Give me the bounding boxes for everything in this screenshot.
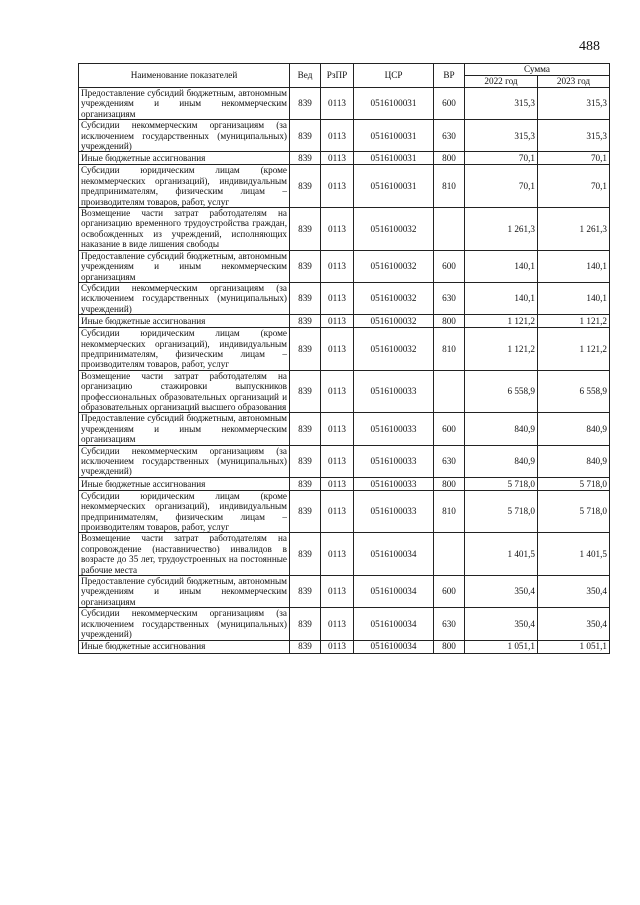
table-row bbox=[79, 640, 610, 653]
cell-rzpr: 0113 bbox=[321, 490, 354, 533]
cell-ved: 839 bbox=[290, 208, 321, 251]
cell-vr: 800 bbox=[434, 152, 465, 165]
cell-csr: 0516100031 bbox=[354, 88, 434, 120]
cell-sum-2023: 6 558,9 bbox=[538, 370, 610, 413]
cell-sum-2022: 140,1 bbox=[465, 282, 538, 314]
cell-ved: 839 bbox=[290, 490, 321, 533]
cell-sum-2023: 70,1 bbox=[538, 152, 610, 165]
cell-ved: 839 bbox=[290, 608, 321, 640]
cell-rzpr: 0113 bbox=[321, 282, 354, 314]
cell-sum-2022: 315,3 bbox=[465, 120, 538, 152]
cell-sum-2023: 140,1 bbox=[538, 282, 610, 314]
cell-sum-2022: 140,1 bbox=[465, 250, 538, 282]
cell-csr: 0516100033 bbox=[354, 477, 434, 490]
cell-csr: 0516100032 bbox=[354, 250, 434, 282]
cell-vr: 800 bbox=[434, 477, 465, 490]
table-row bbox=[79, 445, 610, 477]
table-row bbox=[79, 533, 610, 576]
table-row bbox=[79, 576, 610, 608]
table-row bbox=[79, 250, 610, 282]
cell-rzpr: 0113 bbox=[321, 88, 354, 120]
cell-vr: 810 bbox=[434, 165, 465, 208]
cell-name: Возмещение части затрат работодателям на организацию временного трудоустройства граждан, освобожденных из учреждений, исполняющих наказание в виде лишения свободы bbox=[79, 208, 290, 251]
cell-sum-2023: 350,4 bbox=[538, 576, 610, 608]
cell-sum-2023: 1 261,3 bbox=[538, 208, 610, 251]
cell-name: Субсидии юридическим лицам (кроме некоммерческих организаций), индивидуальным предпринимателям, физическим лицам – производителям товаров, работ, услуг bbox=[79, 490, 290, 533]
table-row bbox=[79, 152, 610, 165]
cell-sum-2022: 70,1 bbox=[465, 152, 538, 165]
cell-name: Предоставление субсидий бюджетным, автономным учреждениям и иным некоммерческим организациям bbox=[79, 413, 290, 445]
cell-name: Субсидии некоммерческим организациям (за исключением государственных (муниципальных) учреждений) bbox=[79, 445, 290, 477]
cell-vr: 800 bbox=[434, 315, 465, 328]
cell-ved: 839 bbox=[290, 250, 321, 282]
cell-sum-2023: 315,3 bbox=[538, 88, 610, 120]
cell-csr: 0516100032 bbox=[354, 315, 434, 328]
cell-rzpr: 0113 bbox=[321, 120, 354, 152]
cell-sum-2023: 5 718,0 bbox=[538, 490, 610, 533]
cell-csr: 0516100034 bbox=[354, 640, 434, 653]
cell-name: Возмещение части затрат работодателям на организацию стажировки выпускников профессиональных образовательных организаций и образовательных организаций высшего образования bbox=[79, 370, 290, 413]
cell-sum-2022: 5 718,0 bbox=[465, 490, 538, 533]
cell-sum-2023: 1 051,1 bbox=[538, 640, 610, 653]
cell-sum-2023: 140,1 bbox=[538, 250, 610, 282]
cell-vr: 600 bbox=[434, 88, 465, 120]
cell-vr: 600 bbox=[434, 250, 465, 282]
cell-csr: 0516100034 bbox=[354, 608, 434, 640]
cell-sum-2022: 350,4 bbox=[465, 576, 538, 608]
cell-rzpr: 0113 bbox=[321, 608, 354, 640]
cell-vr bbox=[434, 533, 465, 576]
header-year-2022: 2022 год bbox=[465, 76, 538, 88]
cell-csr: 0516100033 bbox=[354, 370, 434, 413]
budget-table bbox=[78, 63, 610, 654]
cell-sum-2023: 70,1 bbox=[538, 165, 610, 208]
cell-vr: 600 bbox=[434, 576, 465, 608]
cell-rzpr: 0113 bbox=[321, 533, 354, 576]
cell-rzpr: 0113 bbox=[321, 315, 354, 328]
table-row bbox=[79, 165, 610, 208]
cell-rzpr: 0113 bbox=[321, 640, 354, 653]
cell-sum-2023: 5 718,0 bbox=[538, 477, 610, 490]
cell-rzpr: 0113 bbox=[321, 576, 354, 608]
cell-sum-2022: 1 121,2 bbox=[465, 315, 538, 328]
cell-name: Предоставление субсидий бюджетным, автономным учреждениям и иным некоммерческим организациям bbox=[79, 250, 290, 282]
cell-name: Субсидии некоммерческим организациям (за исключением государственных (муниципальных) учреждений) bbox=[79, 608, 290, 640]
cell-ved: 839 bbox=[290, 282, 321, 314]
cell-rzpr: 0113 bbox=[321, 445, 354, 477]
cell-name: Субсидии некоммерческим организациям (за исключением государственных (муниципальных) учреждений) bbox=[79, 282, 290, 314]
cell-sum-2023: 350,4 bbox=[538, 608, 610, 640]
header-csr: ЦСР bbox=[354, 64, 434, 88]
table-row bbox=[79, 370, 610, 413]
cell-rzpr: 0113 bbox=[321, 208, 354, 251]
cell-name: Субсидии юридическим лицам (кроме некоммерческих организаций), индивидуальным предпринимателям, физическим лицам – производителям товаров, работ, услуг bbox=[79, 165, 290, 208]
table-row bbox=[79, 490, 610, 533]
cell-rzpr: 0113 bbox=[321, 250, 354, 282]
cell-sum-2022: 840,9 bbox=[465, 413, 538, 445]
cell-ved: 839 bbox=[290, 165, 321, 208]
cell-rzpr: 0113 bbox=[321, 370, 354, 413]
cell-sum-2023: 1 121,2 bbox=[538, 315, 610, 328]
cell-ved: 839 bbox=[290, 640, 321, 653]
cell-sum-2022: 315,3 bbox=[465, 88, 538, 120]
cell-ved: 839 bbox=[290, 445, 321, 477]
cell-sum-2023: 840,9 bbox=[538, 445, 610, 477]
cell-name: Предоставление субсидий бюджетным, автономным учреждениям и иным некоммерческим организациям bbox=[79, 576, 290, 608]
cell-csr: 0516100031 bbox=[354, 152, 434, 165]
cell-sum-2022: 5 718,0 bbox=[465, 477, 538, 490]
cell-ved: 839 bbox=[290, 120, 321, 152]
cell-csr: 0516100032 bbox=[354, 208, 434, 251]
cell-sum-2022: 1 401,5 bbox=[465, 533, 538, 576]
cell-vr: 600 bbox=[434, 413, 465, 445]
cell-csr: 0516100034 bbox=[354, 576, 434, 608]
cell-rzpr: 0113 bbox=[321, 152, 354, 165]
table-row bbox=[79, 315, 610, 328]
cell-sum-2022: 1 121,2 bbox=[465, 328, 538, 371]
header-sum: Сумма bbox=[465, 64, 610, 76]
cell-vr: 630 bbox=[434, 608, 465, 640]
cell-ved: 839 bbox=[290, 88, 321, 120]
cell-vr: 810 bbox=[434, 328, 465, 371]
cell-sum-2022: 70,1 bbox=[465, 165, 538, 208]
table-row bbox=[79, 477, 610, 490]
cell-sum-2022: 6 558,9 bbox=[465, 370, 538, 413]
cell-csr: 0516100033 bbox=[354, 445, 434, 477]
cell-name: Иные бюджетные ассигнования bbox=[79, 640, 290, 653]
cell-name: Субсидии юридическим лицам (кроме некоммерческих организаций), индивидуальным предпринимателям, физическим лицам – производителям товаров, работ, услуг bbox=[79, 328, 290, 371]
cell-name: Субсидии некоммерческим организациям (за исключением государственных (муниципальных) учреждений) bbox=[79, 120, 290, 152]
cell-name: Иные бюджетные ассигнования bbox=[79, 152, 290, 165]
cell-sum-2022: 350,4 bbox=[465, 608, 538, 640]
table-row bbox=[79, 88, 610, 120]
header-vr: ВР bbox=[434, 64, 465, 88]
cell-sum-2023: 315,3 bbox=[538, 120, 610, 152]
cell-sum-2023: 840,9 bbox=[538, 413, 610, 445]
cell-vr: 630 bbox=[434, 282, 465, 314]
cell-vr: 810 bbox=[434, 490, 465, 533]
cell-sum-2023: 1 121,2 bbox=[538, 328, 610, 371]
cell-csr: 0516100034 bbox=[354, 533, 434, 576]
cell-ved: 839 bbox=[290, 370, 321, 413]
header-rzpr: РзПР bbox=[321, 64, 354, 88]
cell-ved: 839 bbox=[290, 576, 321, 608]
table-row bbox=[79, 608, 610, 640]
table-row bbox=[79, 120, 610, 152]
header-name: Наименование показателей bbox=[79, 64, 290, 88]
cell-rzpr: 0113 bbox=[321, 413, 354, 445]
cell-ved: 839 bbox=[290, 152, 321, 165]
cell-name: Иные бюджетные ассигнования bbox=[79, 477, 290, 490]
cell-csr: 0516100031 bbox=[354, 165, 434, 208]
cell-csr: 0516100033 bbox=[354, 490, 434, 533]
page-number: 488 bbox=[579, 39, 600, 54]
cell-ved: 839 bbox=[290, 533, 321, 576]
cell-csr: 0516100031 bbox=[354, 120, 434, 152]
cell-vr: 630 bbox=[434, 445, 465, 477]
header-year-2023: 2023 год bbox=[538, 76, 610, 88]
cell-csr: 0516100032 bbox=[354, 282, 434, 314]
cell-vr bbox=[434, 370, 465, 413]
cell-name: Возмещение части затрат работодателям на сопровождение (наставничество) инвалидов в возрасте до 35 лет, трудоустроенных на постоянные рабочие места bbox=[79, 533, 290, 576]
cell-rzpr: 0113 bbox=[321, 477, 354, 490]
cell-sum-2023: 1 401,5 bbox=[538, 533, 610, 576]
table-row bbox=[79, 208, 610, 251]
cell-ved: 839 bbox=[290, 413, 321, 445]
cell-name: Иные бюджетные ассигнования bbox=[79, 315, 290, 328]
table-body bbox=[79, 88, 610, 654]
cell-rzpr: 0113 bbox=[321, 165, 354, 208]
table-row bbox=[79, 282, 610, 314]
cell-vr bbox=[434, 208, 465, 251]
cell-sum-2022: 840,9 bbox=[465, 445, 538, 477]
cell-ved: 839 bbox=[290, 477, 321, 490]
cell-name: Предоставление субсидий бюджетным, автономным учреждениям и иным некоммерческим организациям bbox=[79, 88, 290, 120]
cell-ved: 839 bbox=[290, 328, 321, 371]
header-ved: Вед bbox=[290, 64, 321, 88]
table-header bbox=[79, 64, 610, 88]
cell-vr: 800 bbox=[434, 640, 465, 653]
cell-sum-2022: 1 051,1 bbox=[465, 640, 538, 653]
cell-rzpr: 0113 bbox=[321, 328, 354, 371]
cell-vr: 630 bbox=[434, 120, 465, 152]
cell-csr: 0516100033 bbox=[354, 413, 434, 445]
cell-sum-2022: 1 261,3 bbox=[465, 208, 538, 251]
cell-ved: 839 bbox=[290, 315, 321, 328]
table-row bbox=[79, 328, 610, 371]
table-row bbox=[79, 413, 610, 445]
cell-csr: 0516100032 bbox=[354, 328, 434, 371]
